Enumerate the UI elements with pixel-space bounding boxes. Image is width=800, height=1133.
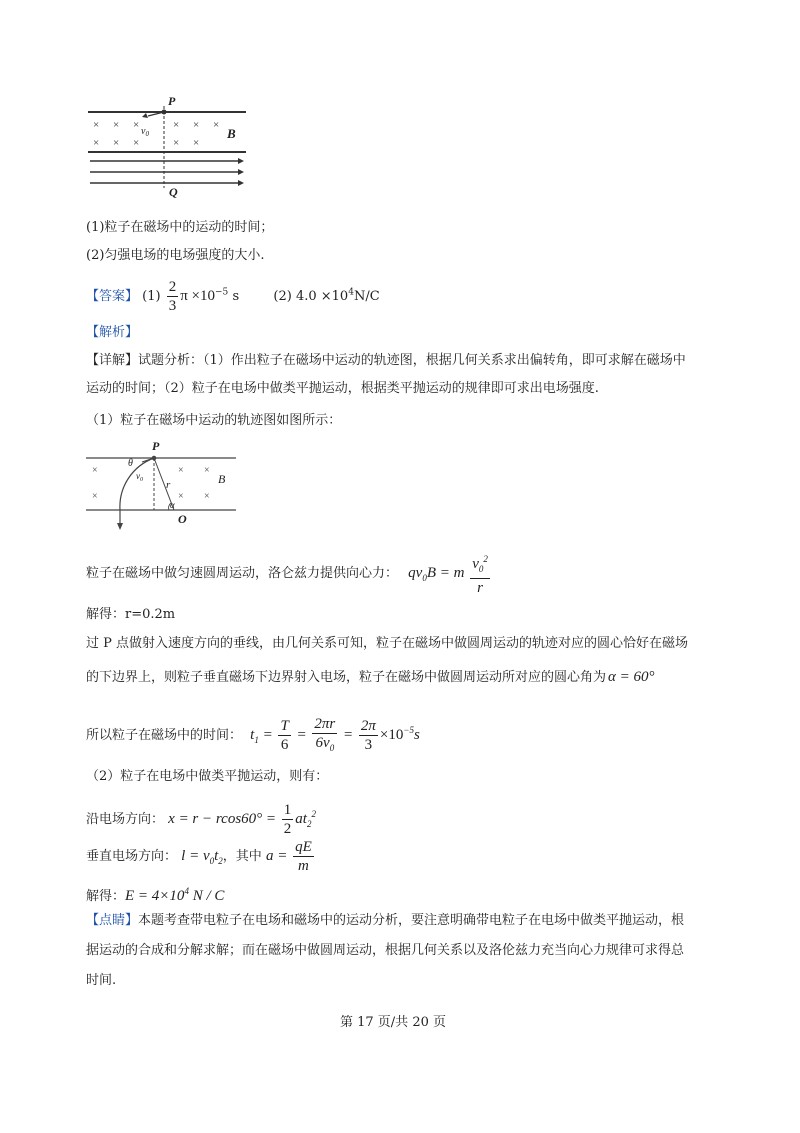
svg-text:×: × (178, 465, 184, 476)
svg-text:×: × (193, 137, 200, 149)
svg-text:×: × (178, 491, 184, 502)
svg-text:×: × (92, 465, 98, 476)
answer-part1-fraction: $\frac{2}{3}$ (168, 279, 177, 314)
svg-text:×: × (204, 491, 210, 502)
along-field-line: 沿电场方向： x = r − rcos60° = $\frac{1}{2}$ $at_2^2$ (86, 802, 316, 838)
answer-line: 【答案】 (1) $\frac{2}{3}$ $\pi \times 10^{-5}$ s (2) $4.0 \times 10^4N/C$ (86, 279, 380, 314)
fig2-label-v0: v (136, 471, 140, 481)
comment-line-3: 时间. (86, 973, 117, 988)
fig1-label-v0: v (141, 126, 146, 137)
geometry-line-2: 的下边界上，则粒子垂直磁场下边界射入电场，粒子在磁场中做圆周运动所对应的圆心角为 α = 60° (86, 669, 655, 685)
answer-tag: 【答案】 (86, 289, 139, 304)
fig2-label-o: O (178, 512, 187, 526)
analysis-tag: 【解析】 (86, 325, 139, 340)
problem-figure (88, 92, 248, 198)
svg-text:×: × (113, 137, 120, 149)
page-footer: 第 17 页/共 20 页 (340, 1015, 446, 1030)
fig2-label-p: P (152, 439, 160, 453)
part1-intro: （1）粒子在磁场中运动的轨迹图如图所示： (86, 413, 342, 428)
svg-text:×: × (213, 119, 220, 131)
svg-text:×: × (173, 119, 180, 131)
lorentz-line: 粒子在磁场中做匀速圆周运动，洛仑兹力提供向心力： $qv_0B = m$ $\frac{v_0^2}{r}$ (86, 550, 492, 600)
trajectory-figure (86, 436, 242, 534)
part2-intro: （2）粒子在电场中做类平抛运动，则有： (86, 769, 329, 784)
time-line: 所以粒子在磁场中的时间： $t_1$ = $\frac{T}{6}$ = $\frac{2\pi r}{6v_0}$ = $\frac{2\pi}{3}$ $\times 10^{-5}s$ (86, 715, 420, 754)
svg-text:v0 (141, 126, 149, 138)
geometry-line-1: 过 P 点做射入速度方向的垂线，由几何关系可知，粒子在磁场中做圆周运动的轨迹对应的圆心恰好在磁场 (86, 636, 689, 651)
svg-text:v0 (136, 471, 143, 483)
fig2-label-b: B (218, 472, 226, 486)
fig1-label-q: Q (169, 185, 178, 198)
comment-line-2: 据运动的合成和分解求解；而在磁场中做圆周运动，根据几何关系以及洛伦兹力充当向心力规律可求得总 (86, 943, 685, 958)
fig2-label-r: r (166, 479, 171, 491)
comment-line-1: 【点睛】本题考查带电粒子在电场和磁场中的运动分析，要注意明确带电粒子在电场中做类平抛运动，根 (86, 913, 685, 928)
time-equation: $t_1$ = $\frac{T}{6}$ = $\frac{2\pi r}{6v_0}$ = $\frac{2\pi}{3}$ $\times 10^{-5}s$ (250, 715, 420, 754)
fig2-label-alpha: α (170, 500, 175, 510)
fig1-label-p: P (168, 94, 176, 108)
answer-part1-prefix: (1) (142, 289, 161, 304)
question-1: (1)粒子在磁场中的运动的时间； (86, 220, 274, 235)
svg-text:×: × (173, 137, 180, 149)
perp-field-line: 垂直电场方向： $l = v_0t_2$，其中 a = $\frac{qE}{m}$ (86, 839, 312, 875)
question-2: (2)匀强电场的电场强度的大小. (86, 248, 265, 263)
svg-text:×: × (113, 119, 120, 131)
solve-e: 解得：$E = 4\times 10^4$ N / C (86, 886, 225, 904)
svg-text:×: × (133, 137, 140, 149)
fig2-label-theta: θ (128, 458, 133, 469)
detail-line-1: 【详解】试题分析：（1）作出粒子在磁场中运动的轨迹图，根据几何关系求出偏转角，即可求解在磁场中 (86, 353, 686, 368)
lorentz-equation: $qv_0B = m$ $\frac{v_0^2}{r}$ (408, 565, 492, 581)
fig1-label-v0-sub: 0 (145, 130, 149, 138)
svg-text:×: × (93, 119, 100, 131)
svg-text:×: × (92, 491, 98, 502)
fig1-label-b: B (227, 126, 236, 141)
solve-r: 解得：r=0.2m (86, 607, 176, 622)
svg-text:×: × (204, 465, 210, 476)
svg-text:×: × (193, 119, 200, 131)
svg-text:×: × (93, 137, 100, 149)
svg-text:×: × (133, 119, 140, 131)
fig2-label-v0-sub: 0 (140, 477, 143, 483)
detail-line-2: 运动的时间；（2）粒子在电场中做类平抛运动，根据类平抛运动的规律即可求出电场强度. (86, 381, 599, 396)
